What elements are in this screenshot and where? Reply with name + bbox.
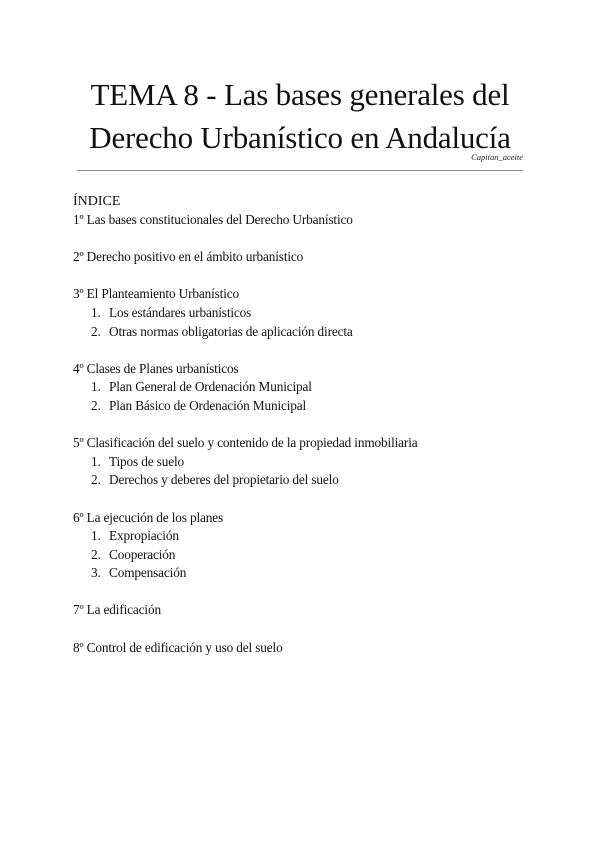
- toc-heading: ÍNDICE: [73, 194, 121, 209]
- toc-subsection-item: [91, 527, 533, 546]
- toc-subsection-item: [91, 471, 533, 490]
- toc-section-title: 4º Clases de Planes urbanísticos: [73, 360, 239, 376]
- toc-section-title: 2º Derecho positivo en el ámbito urbanístico: [73, 249, 304, 265]
- toc-subsection-number: 2.: [91, 397, 101, 413]
- toc-section-title: 3º El Planteamiento Urbanístico: [73, 286, 240, 302]
- toc-subsection-item: [91, 564, 533, 583]
- toc-subsection-text: Compensación: [109, 565, 187, 581]
- toc-subsection-text: Cooperación: [109, 546, 176, 562]
- toc-subsection-text: Otras normas obligatorias de aplicación directa: [109, 323, 353, 339]
- toc-section: [73, 211, 533, 230]
- toc-subsection-number: 2.: [91, 472, 101, 488]
- toc-subsection-list: [73, 378, 533, 415]
- toc-subsection-number: 2.: [91, 323, 101, 339]
- toc-sections: [73, 211, 533, 657]
- toc-subsection-item: [91, 304, 533, 323]
- title-line-1: TEMA 8 - Las bases generales del: [90, 77, 510, 112]
- toc-subsection-item: [91, 378, 533, 397]
- toc-section-title: 7º La edificación: [73, 602, 161, 618]
- table-of-contents: [73, 194, 533, 676]
- toc-subsection-number: 2.: [91, 546, 101, 562]
- toc-subsection-list: [73, 304, 533, 341]
- toc-subsection-item: [91, 397, 533, 416]
- toc-section: [73, 285, 533, 341]
- toc-subsection-number: 1.: [91, 453, 101, 469]
- toc-subsection-text: Plan Básico de Ordenación Municipal: [109, 397, 307, 413]
- toc-section-title: 6º La ejecución de los planes: [73, 509, 224, 525]
- document-title: [0, 73, 600, 159]
- toc-subsection-number: 1.: [91, 379, 101, 395]
- toc-subsection-number: 1.: [91, 304, 101, 320]
- toc-section: [73, 601, 533, 620]
- toc-subsection-item: [91, 453, 533, 472]
- toc-section: [73, 360, 533, 416]
- toc-subsection-text: Derechos y deberes del propietario del suelo: [109, 472, 339, 488]
- toc-section: [73, 248, 533, 267]
- toc-section-title: 8º Control de edificación y uso del suelo: [73, 639, 283, 655]
- author-signature: Capitan_aceite: [471, 152, 523, 162]
- toc-section: [73, 639, 533, 658]
- toc-section-title: 5º Clasificación del suelo y contenido de la propiedad inmobiliaria: [73, 435, 418, 451]
- toc-subsection-text: Los estándares urbanísticos: [109, 304, 252, 320]
- toc-section-title: 1º Las bases constitucionales del Derecho Urbanístico: [73, 212, 353, 227]
- toc-section: [73, 509, 533, 583]
- title-divider: [77, 170, 523, 171]
- toc-subsection-number: 1.: [91, 528, 101, 544]
- toc-subsection-text: Plan General de Ordenación Municipal: [109, 379, 312, 395]
- toc-subsection-item: [91, 323, 533, 342]
- toc-subsection-text: Tipos de suelo: [109, 453, 184, 469]
- toc-subsection-list: [73, 527, 533, 583]
- toc-subsection-list: [73, 453, 533, 490]
- title-line-2: Derecho Urbanístico en Andalucía: [89, 120, 511, 155]
- toc-section: [73, 434, 533, 490]
- toc-subsection-number: 3.: [91, 565, 101, 581]
- toc-subsection-item: [91, 546, 533, 565]
- toc-subsection-text: Expropiación: [109, 528, 179, 544]
